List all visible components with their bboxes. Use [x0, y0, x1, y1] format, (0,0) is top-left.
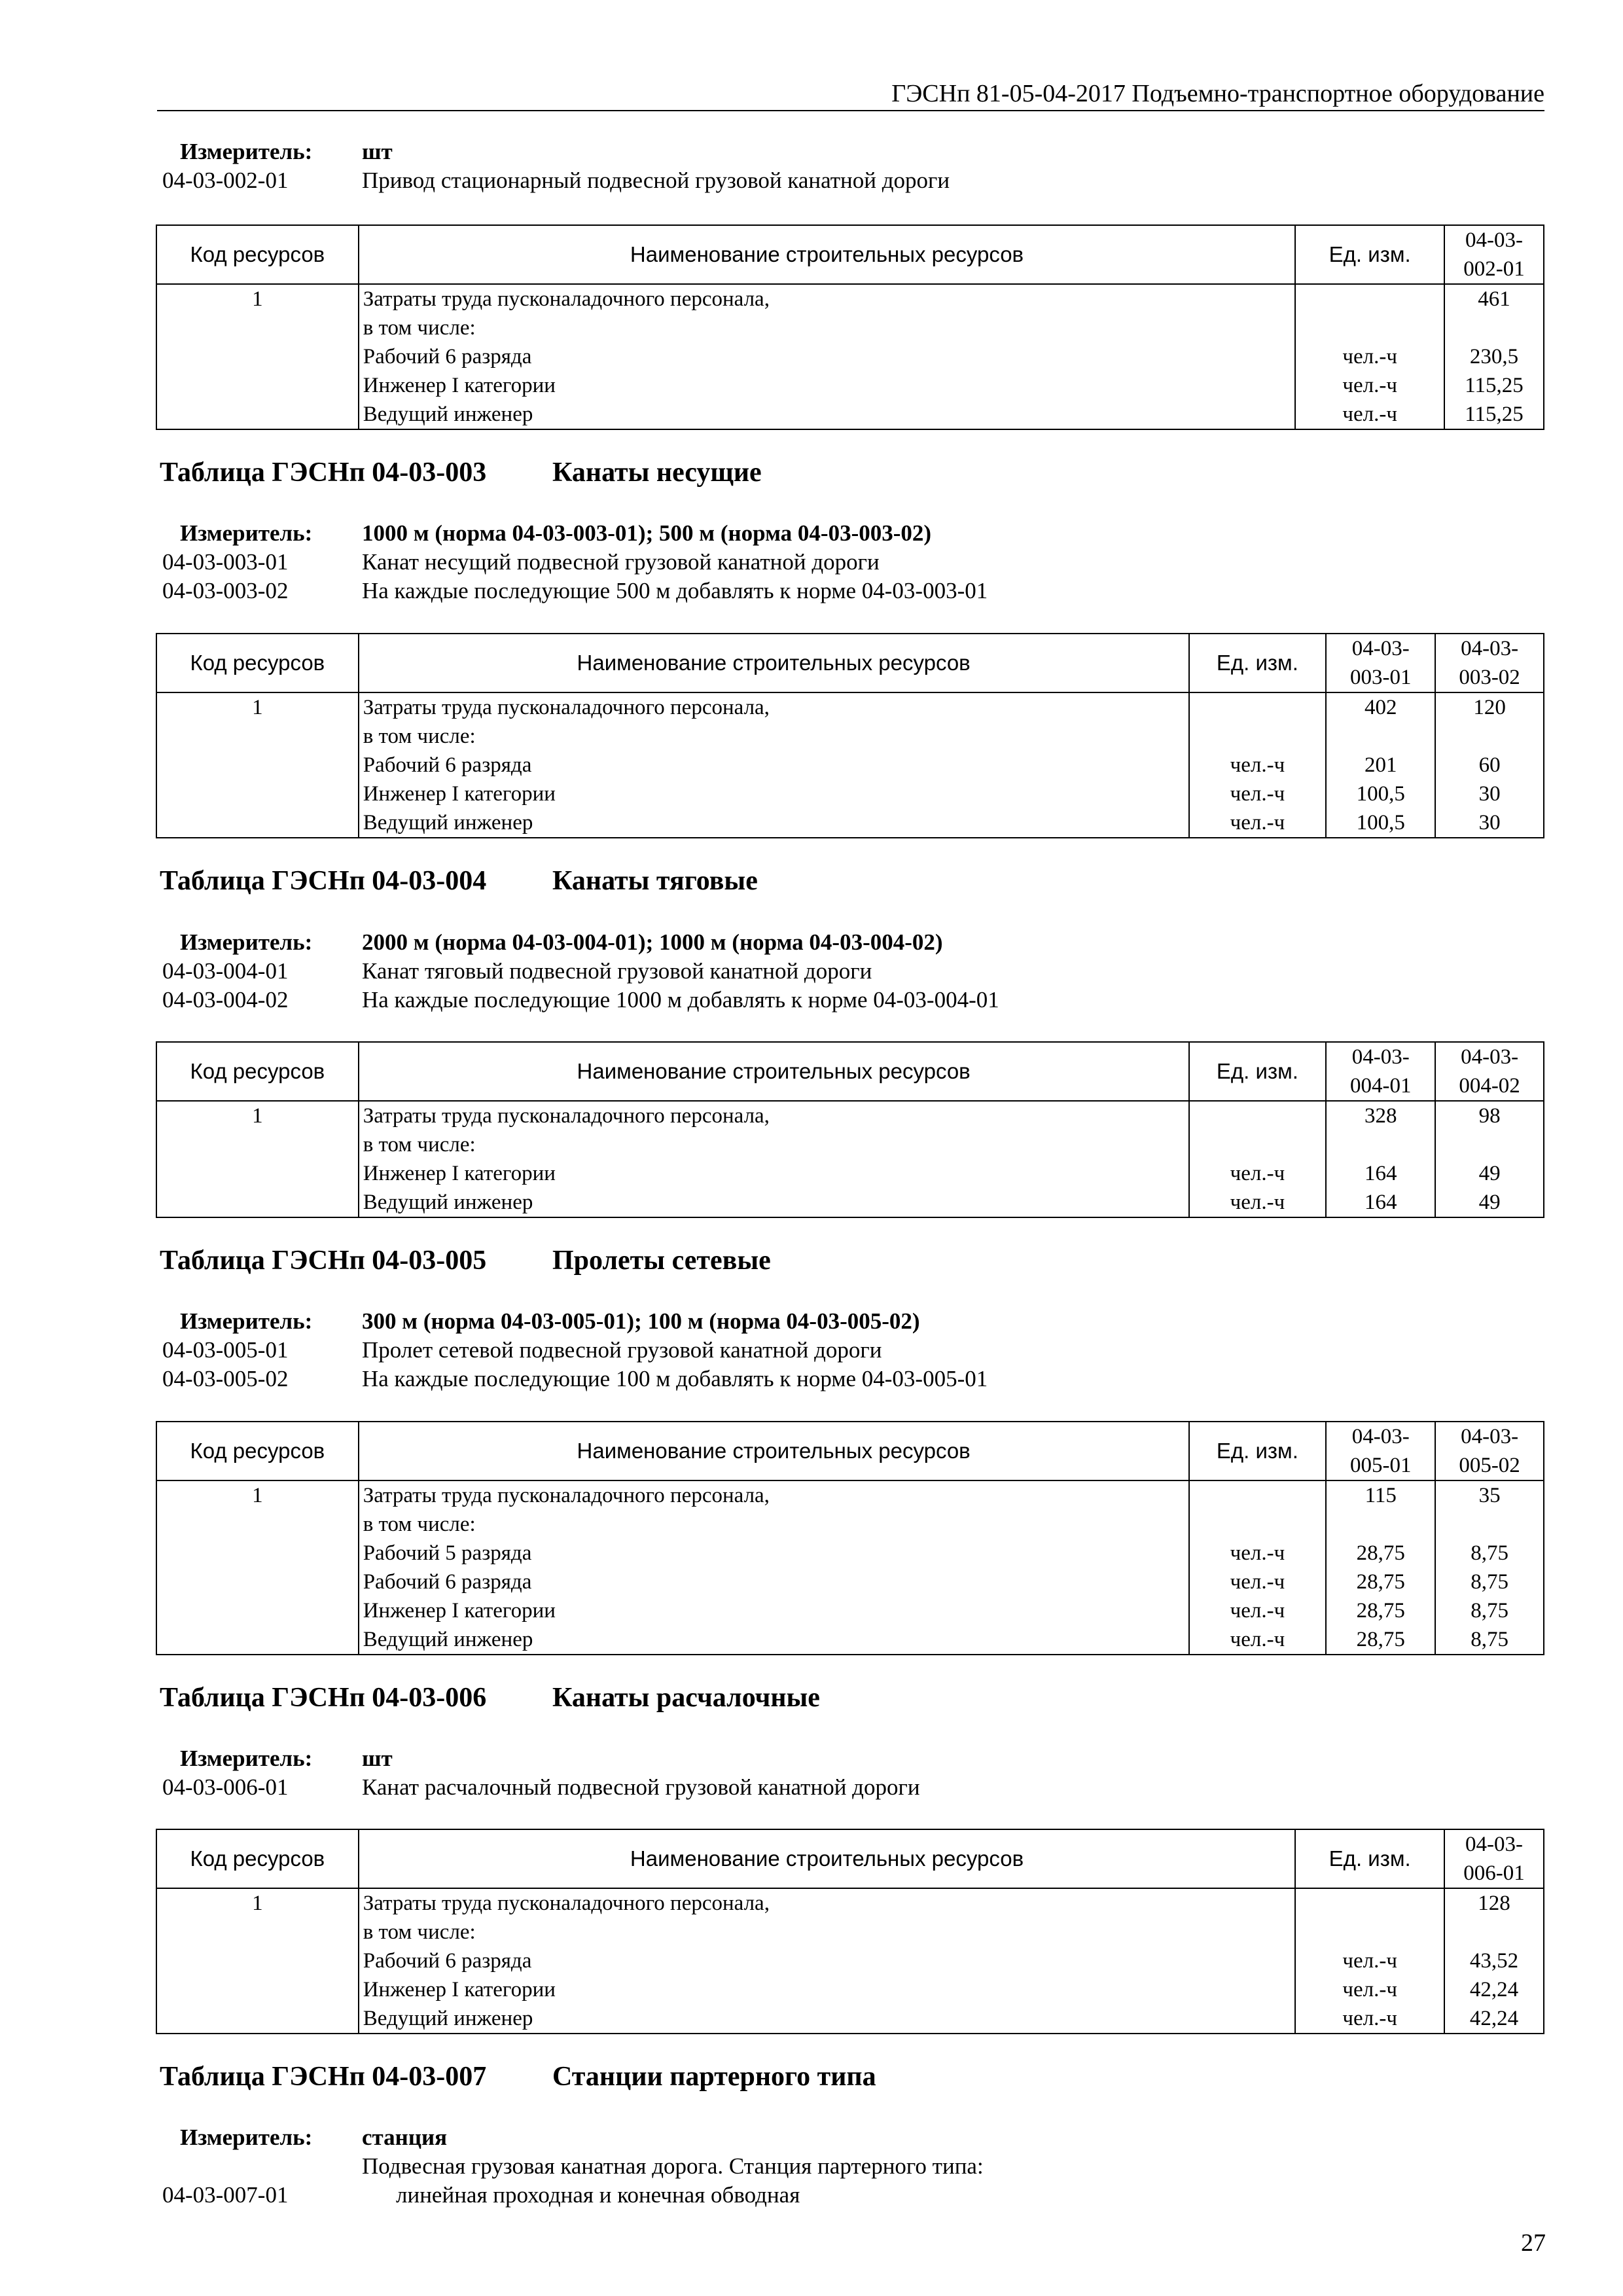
- measure-value: станция: [362, 2125, 448, 2150]
- norm-code: 04-03-004-02: [162, 987, 289, 1013]
- resource-units: чел.-ч чел.-ч чел.-ч: [1295, 1888, 1444, 2034]
- resource-values-2: 98 49 49: [1435, 1101, 1544, 1217]
- norm-code: 04-03-006-01: [162, 1774, 289, 1800]
- resource-values-1: 328 164 164: [1326, 1101, 1435, 1217]
- measure-value: 1000 м (норма 04-03-003-01); 500 м (норма 04-03-003-02): [362, 520, 932, 546]
- measure-label: Измеритель:: [180, 1746, 313, 1771]
- col-header-unit: Ед. изм.: [1189, 1042, 1327, 1101]
- col-header-unit: Ед. изм.: [1189, 1422, 1327, 1480]
- norm-description: Привод стационарный подвесной грузовой канатной дороги: [362, 168, 950, 193]
- section-003-header: [157, 519, 1544, 605]
- col-header-name: Наименование строительных ресурсов: [359, 225, 1296, 284]
- col-header-name: Наименование строительных ресурсов: [359, 1422, 1189, 1480]
- section-002-header: [157, 137, 1544, 195]
- resource-names: Затраты труда пусконаладочного персонала, в том числе: Инженер I категории Ведущий инженер: [359, 1101, 1189, 1217]
- section-004-header: [157, 928, 1544, 1014]
- resources-table-006: [156, 1829, 1544, 2034]
- section-005-header: [157, 1307, 1544, 1393]
- page-number: 27: [1521, 2229, 1546, 2257]
- col-header-code: Код ресурсов: [156, 634, 359, 692]
- norm-group-description: Подвесная грузовая канатная дорога. Станция партерного типа:: [362, 2153, 984, 2179]
- table-title-006: Таблица ГЭСНп 04-03-006 Канаты расчалочные: [160, 1683, 820, 1713]
- norm-description: Канат тяговый подвесной грузовой канатной дороги: [362, 958, 872, 984]
- resource-values-2: 120 60 30 30: [1435, 692, 1544, 838]
- resource-names: Затраты труда пусконаладочного персонала, в том числе: Рабочий 6 разряда Инженер I категории Ведущий инженер: [359, 692, 1189, 838]
- col-header-name: Наименование строительных ресурсов: [359, 1829, 1296, 1888]
- col-header-unit: Ед. изм.: [1295, 225, 1444, 284]
- col-header-norm-1: 04-03- 005-01: [1326, 1422, 1435, 1480]
- table-title-005: Таблица ГЭСНп 04-03-005 Пролеты сетевые: [160, 1246, 771, 1276]
- col-header-norm: 04-03- 002-01: [1444, 225, 1544, 284]
- norm-code: 04-03-002-01: [162, 168, 289, 193]
- norm-description: На каждые последующие 500 м добавлять к норме 04-03-003-01: [362, 578, 988, 603]
- norm-description: Канат несущий подвесной грузовой канатной дороги: [362, 549, 880, 575]
- resource-names: Затраты труда пусконаладочного персонала, в том числе: Рабочий 6 разряда Инженер I категории Ведущий инженер: [359, 284, 1296, 429]
- col-header-norm-2: 04-03- 005-02: [1435, 1422, 1544, 1480]
- col-header-norm-2: 04-03- 004-02: [1435, 1042, 1544, 1101]
- col-header-name: Наименование строительных ресурсов: [359, 634, 1189, 692]
- norm-code: 04-03-007-01: [162, 2182, 289, 2208]
- col-header-code: Код ресурсов: [156, 225, 359, 284]
- col-header-norm-1: 04-03- 004-01: [1326, 1042, 1435, 1101]
- col-header-unit: Ед. изм.: [1295, 1829, 1444, 1888]
- norm-code: 04-03-005-01: [162, 1337, 289, 1363]
- norm-description: На каждые последующие 1000 м добавлять к норме 04-03-004-01: [362, 987, 999, 1013]
- row-code: 1: [156, 1101, 359, 1217]
- col-header-code: Код ресурсов: [156, 1042, 359, 1101]
- col-header-norm: 04-03- 006-01: [1444, 1829, 1544, 1888]
- section-006-header: [157, 1744, 1544, 1802]
- resource-units: чел.-ч чел.-ч чел.-ч чел.-ч: [1189, 1480, 1327, 1655]
- row-code: 1: [156, 1888, 359, 2034]
- norm-code: 04-03-003-02: [162, 578, 289, 603]
- col-header-code: Код ресурсов: [156, 1829, 359, 1888]
- measure-label: Измеритель:: [180, 1308, 313, 1334]
- norm-code: 04-03-005-02: [162, 1366, 289, 1391]
- measure-value: шт: [362, 139, 393, 164]
- resource-units: чел.-ч чел.-ч: [1189, 1101, 1327, 1217]
- norm-description: линейная проходная и конечная обводная: [396, 2182, 800, 2208]
- col-header-unit: Ед. изм.: [1189, 634, 1327, 692]
- table-title-004: Таблица ГЭСНп 04-03-004 Канаты тяговые: [160, 866, 758, 896]
- measure-label: Измеритель:: [180, 929, 313, 955]
- measure-label: Измеритель:: [180, 139, 313, 164]
- norm-description: Пролет сетевой подвесной грузовой канатной дороги: [362, 1337, 882, 1363]
- resources-table-003: [156, 633, 1544, 838]
- resource-values: 128 43,52 42,24 42,24: [1444, 1888, 1544, 2034]
- resources-table-005: [156, 1421, 1544, 1655]
- resource-units: чел.-ч чел.-ч чел.-ч: [1295, 284, 1444, 429]
- col-header-norm-2: 04-03- 003-02: [1435, 634, 1544, 692]
- table-title-007: Таблица ГЭСНп 04-03-007 Станции партерного типа: [160, 2062, 876, 2092]
- col-header-norm-1: 04-03- 003-01: [1326, 634, 1435, 692]
- resource-values: 461 230,5 115,25 115,25: [1444, 284, 1544, 429]
- resource-units: чел.-ч чел.-ч чел.-ч: [1189, 692, 1327, 838]
- norm-description: На каждые последующие 100 м добавлять к норме 04-03-005-01: [362, 1366, 988, 1391]
- norm-code: 04-03-003-01: [162, 549, 289, 575]
- row-code: 1: [156, 284, 359, 429]
- resource-values-1: 115 28,75 28,75 28,75 28,75: [1326, 1480, 1435, 1655]
- measure-value: шт: [362, 1746, 393, 1771]
- document-title: ГЭСНп 81-05-04-2017 Подъемно-транспортное оборудование: [891, 80, 1544, 107]
- resource-names: Затраты труда пусконаладочного персонала, в том числе: Рабочий 6 разряда Инженер I категории Ведущий инженер: [359, 1888, 1296, 2034]
- resource-values-1: 402 201 100,5 100,5: [1326, 692, 1435, 838]
- table-title-003: Таблица ГЭСНп 04-03-003 Канаты несущие: [160, 457, 762, 488]
- resource-values-2: 35 8,75 8,75 8,75 8,75: [1435, 1480, 1544, 1655]
- page-header: [157, 77, 1544, 111]
- measure-label: Измеритель:: [180, 520, 313, 546]
- norm-description: Канат расчалочный подвесной грузовой канатной дороги: [362, 1774, 920, 1800]
- resource-names: Затраты труда пусконаладочного персонала, в том числе: Рабочий 5 разряда Рабочий 6 разряда Инженер I категории Ведущий инженер: [359, 1480, 1189, 1655]
- measure-label: Измеритель:: [180, 2125, 313, 2150]
- resources-table-002: [156, 224, 1544, 430]
- section-007-header: [157, 2123, 1544, 2210]
- resources-table-004: [156, 1041, 1544, 1218]
- measure-value: 300 м (норма 04-03-005-01); 100 м (норма 04-03-005-02): [362, 1308, 920, 1334]
- col-header-name: Наименование строительных ресурсов: [359, 1042, 1189, 1101]
- row-code: 1: [156, 1480, 359, 1655]
- row-code: 1: [156, 692, 359, 838]
- norm-code: 04-03-004-01: [162, 958, 289, 984]
- measure-value: 2000 м (норма 04-03-004-01); 1000 м (норма 04-03-004-02): [362, 929, 943, 955]
- col-header-code: Код ресурсов: [156, 1422, 359, 1480]
